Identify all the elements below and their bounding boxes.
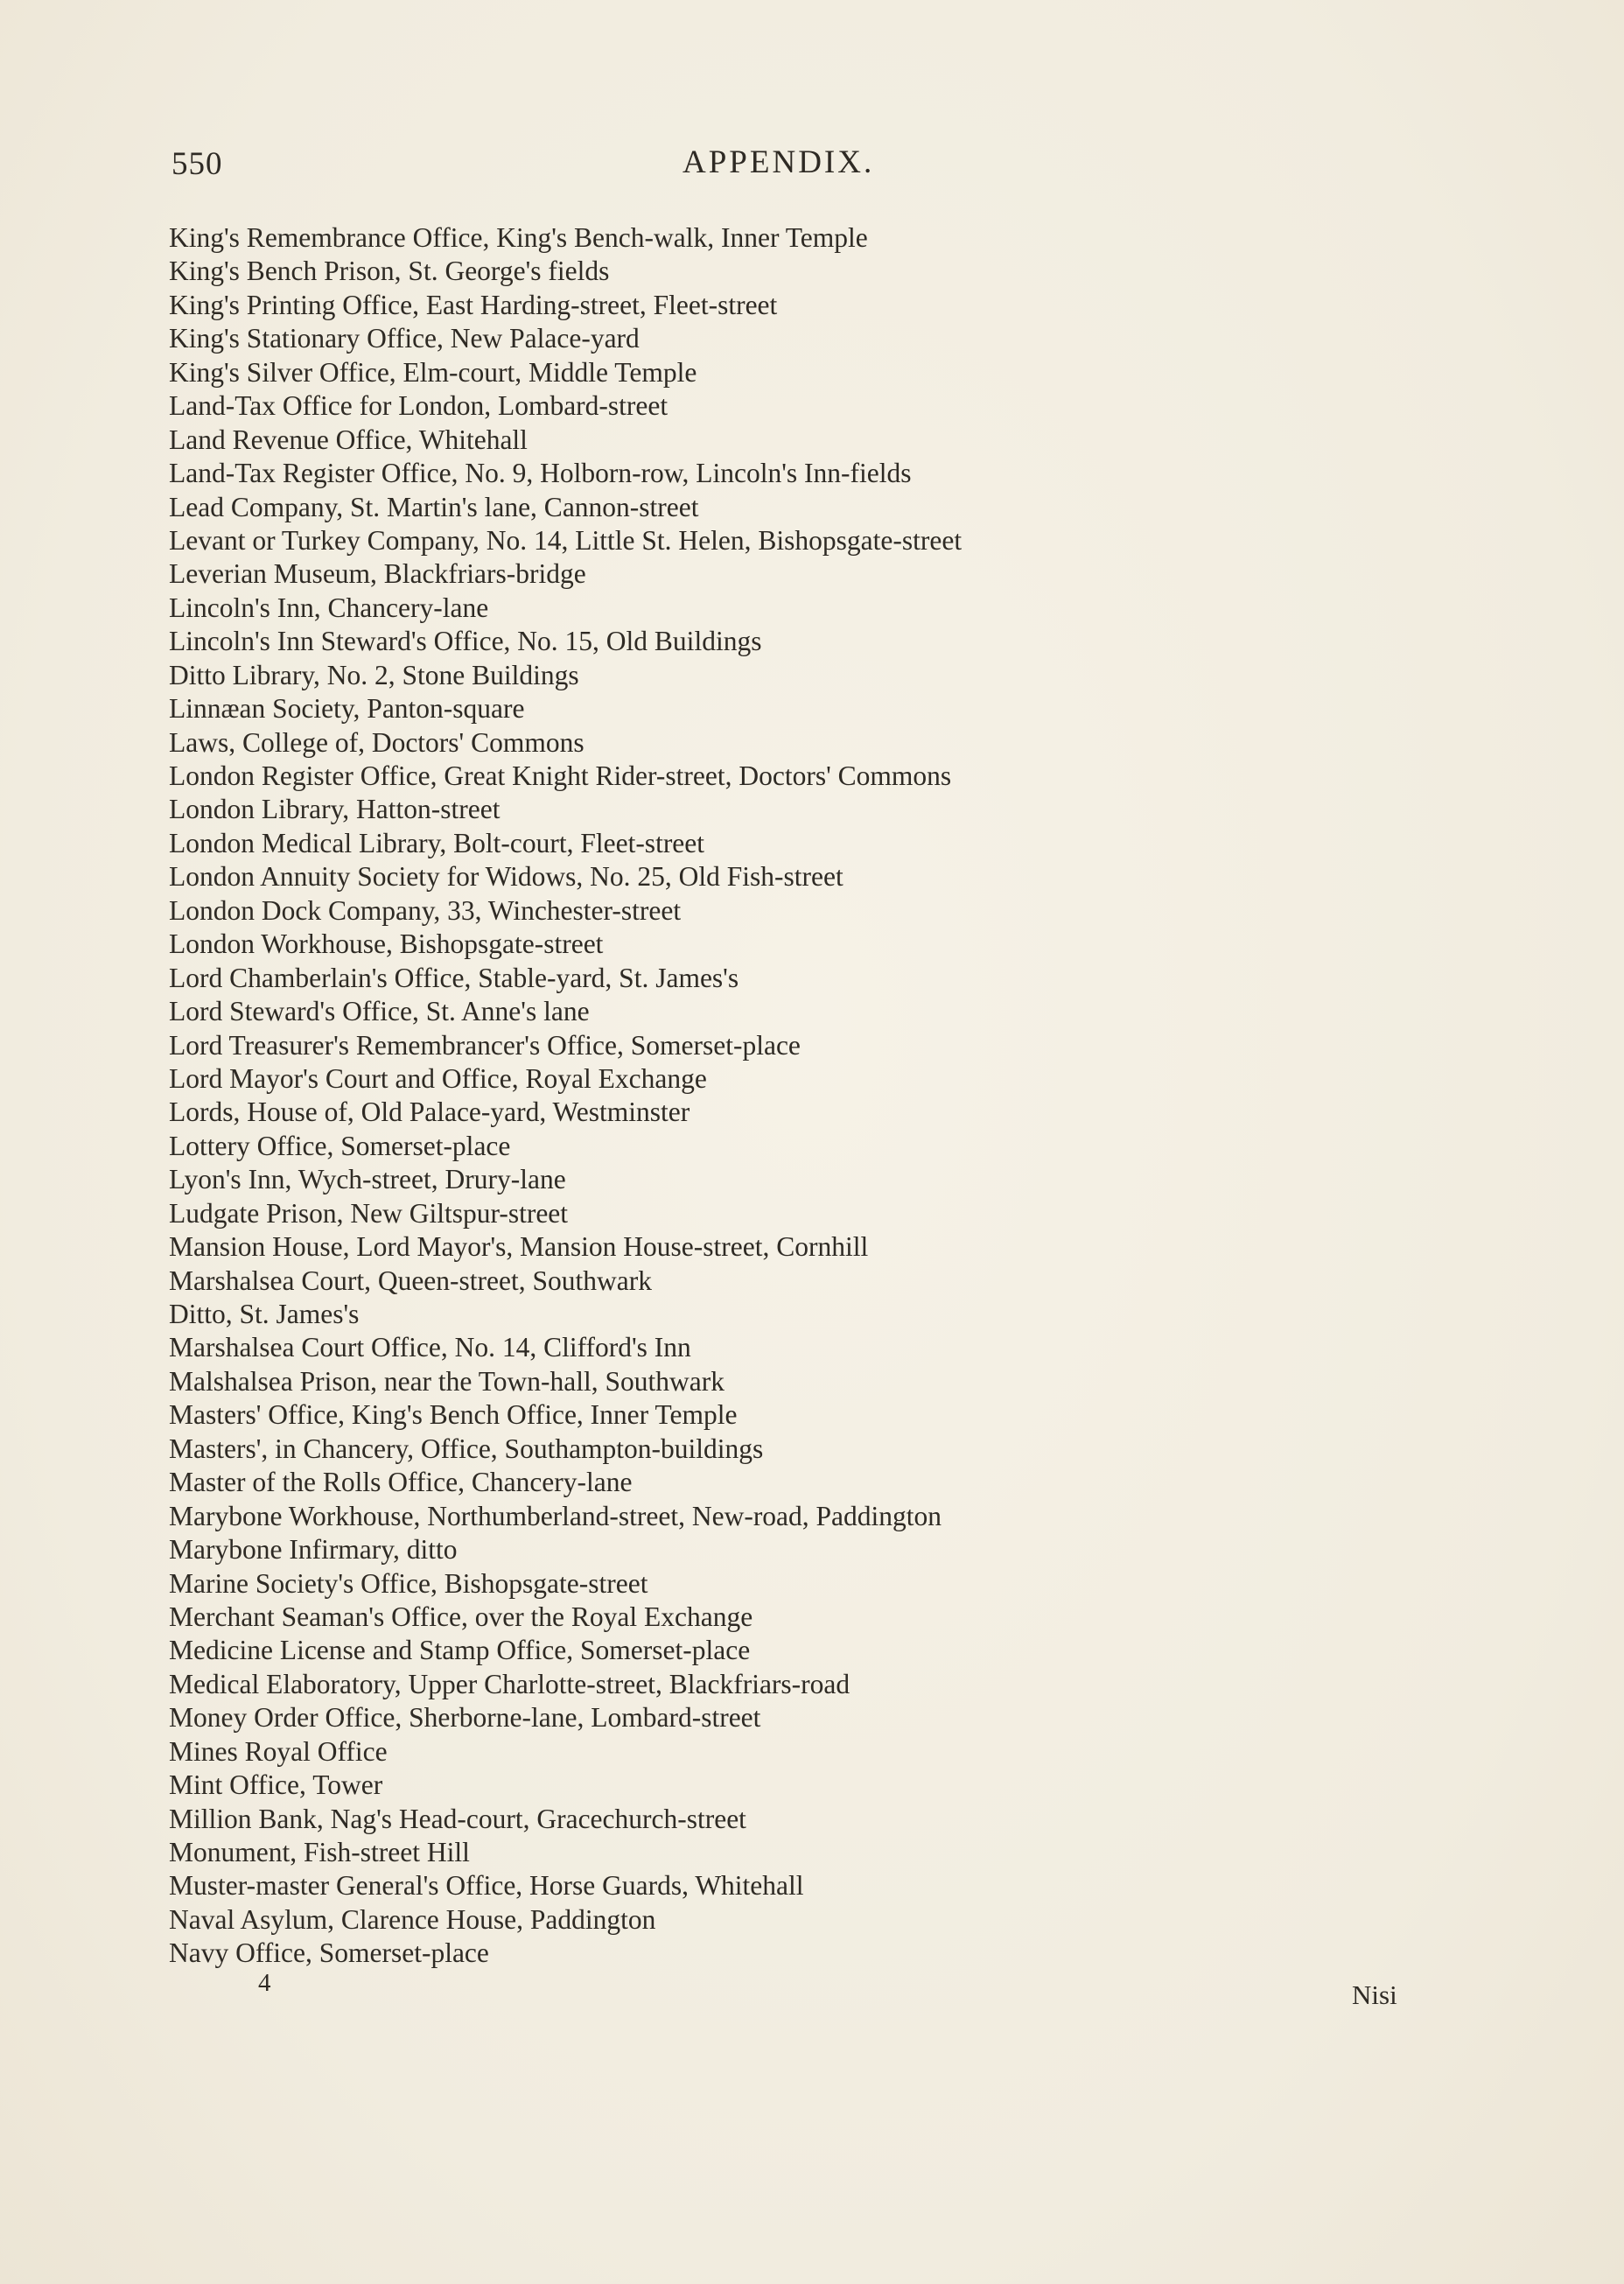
directory-list: [169, 221, 1306, 1971]
catchword: Nisi: [1352, 1979, 1397, 2010]
directory-entry: Money Order Office, Sherborne-lane, Lombard-street: [169, 1702, 761, 1734]
directory-entry: Navy Office, Somerset-place: [169, 1937, 489, 1969]
directory-entry: London Workhouse, Bishopsgate-street: [169, 928, 604, 960]
directory-entry: Marine Society's Office, Bishopsgate-street: [169, 1567, 648, 1599]
signature-mark: 4: [258, 1969, 271, 1997]
directory-entry: Million Bank, Nag's Head-court, Gracechurch-street: [169, 1803, 746, 1834]
directory-entry: Laws, College of, Doctors' Commons: [169, 726, 584, 758]
directory-entry: Land-Tax Office for London, Lombard-street: [169, 390, 668, 422]
directory-entry: Ditto, St. James's: [169, 1299, 360, 1329]
directory-entry: London Register Office, Great Knight Rider-street, Doctors' Commons: [169, 760, 952, 791]
page-number: 550: [172, 146, 223, 182]
directory-entry: Mint Office, Tower: [169, 1769, 383, 1801]
directory-entry: Lord Mayor's Court and Office, Royal Exchange: [169, 1062, 707, 1094]
directory-entry: Lincoln's Inn Steward's Office, No. 15, Old Buildings: [169, 626, 762, 657]
directory-entry: Masters', in Chancery, Office, Southampton-buildings: [169, 1433, 764, 1464]
directory-entry: King's Stationary Office, New Palace-yard: [169, 323, 640, 354]
directory-entry: Mansion House, Lord Mayor's, Mansion House-street, Cornhill: [169, 1231, 869, 1263]
directory-entry: King's Bench Prison, St. George's fields: [169, 256, 610, 287]
directory-entry: Ditto Library, No. 2, Stone Buildings: [169, 659, 579, 690]
directory-entry: Leverian Museum, Blackfriars-bridge: [169, 558, 586, 590]
directory-entry: Monument, Fish-street Hill: [169, 1837, 470, 1867]
directory-entry: Lottery Office, Somerset-place: [169, 1130, 511, 1161]
running-head: APPENDIX.: [682, 144, 875, 180]
directory-entry: King's Silver Office, Elm-court, Middle Temple: [169, 356, 697, 388]
directory-entry: London Medical Library, Bolt-court, Fleet-street: [169, 827, 705, 858]
directory-entry: Ludgate Prison, New Giltspur-street: [169, 1197, 569, 1229]
directory-entry: Medical Elaboratory, Upper Charlotte-street, Blackfriars-road: [169, 1668, 850, 1699]
directory-entry: Marshalsea Court Office, No. 14, Clifford's Inn: [169, 1332, 691, 1363]
directory-entry: Masters' Office, King's Bench Office, Inner Temple: [169, 1399, 738, 1431]
directory-entry: Muster-master General's Office, Horse Guards, Whitehall: [169, 1870, 804, 1902]
directory-entry: Lord Treasurer's Remembrancer's Office, Somerset-place: [169, 1029, 801, 1061]
directory-entry: Linnæan Society, Panton-square: [169, 693, 525, 725]
directory-entry: London Annuity Society for Widows, No. 25, Old Fish-street: [169, 861, 844, 893]
directory-entry: Naval Asylum, Clarence House, Paddington: [169, 1903, 656, 1935]
directory-entry: King's Remembrance Office, King's Bench-walk, Inner Temple: [169, 222, 868, 253]
directory-entry: Medicine License and Stamp Office, Somerset-place: [169, 1635, 751, 1666]
directory-entry: Malshalsea Prison, near the Town-hall, Southwark: [169, 1365, 724, 1397]
directory-entry: London Dock Company, 33, Winchester-street: [169, 894, 682, 926]
directory-entry: Lord Steward's Office, St. Anne's lane: [169, 996, 590, 1027]
directory-entry: Marybone Infirmary, ditto: [169, 1534, 458, 1566]
directory-entry: Lyon's Inn, Wych-street, Drury-lane: [169, 1164, 566, 1195]
directory-entry: King's Printing Office, East Harding-street, Fleet-street: [169, 289, 778, 320]
directory-entry: Levant or Turkey Company, No. 14, Little St. Helen, Bishopsgate-street: [169, 524, 962, 556]
directory-entry: Lead Company, St. Martin's lane, Cannon-street: [169, 491, 699, 522]
directory-entry: Lord Chamberlain's Office, Stable-yard, St. James's: [169, 962, 739, 993]
directory-entry: London Library, Hatton-street: [169, 794, 500, 825]
directory-entry: Lords, House of, Old Palace-yard, Westminster: [169, 1096, 690, 1128]
directory-entry: Marshalsea Court, Queen-street, Southwark: [169, 1265, 652, 1296]
directory-entry: Mines Royal Office: [169, 1735, 388, 1767]
directory-entry: Land-Tax Register Office, No. 9, Holborn-row, Lincoln's Inn-fields: [169, 458, 912, 489]
directory-entry: Marybone Workhouse, Northumberland-street, New-road, Paddington: [169, 1500, 942, 1531]
directory-entry: Land Revenue Office, Whitehall: [169, 424, 528, 455]
directory-entry: Lincoln's Inn, Chancery-lane: [169, 592, 489, 623]
directory-entry: Merchant Seaman's Office, over the Royal Exchange: [169, 1601, 753, 1632]
directory-entry: Master of the Rolls Office, Chancery-lane: [169, 1467, 633, 1498]
